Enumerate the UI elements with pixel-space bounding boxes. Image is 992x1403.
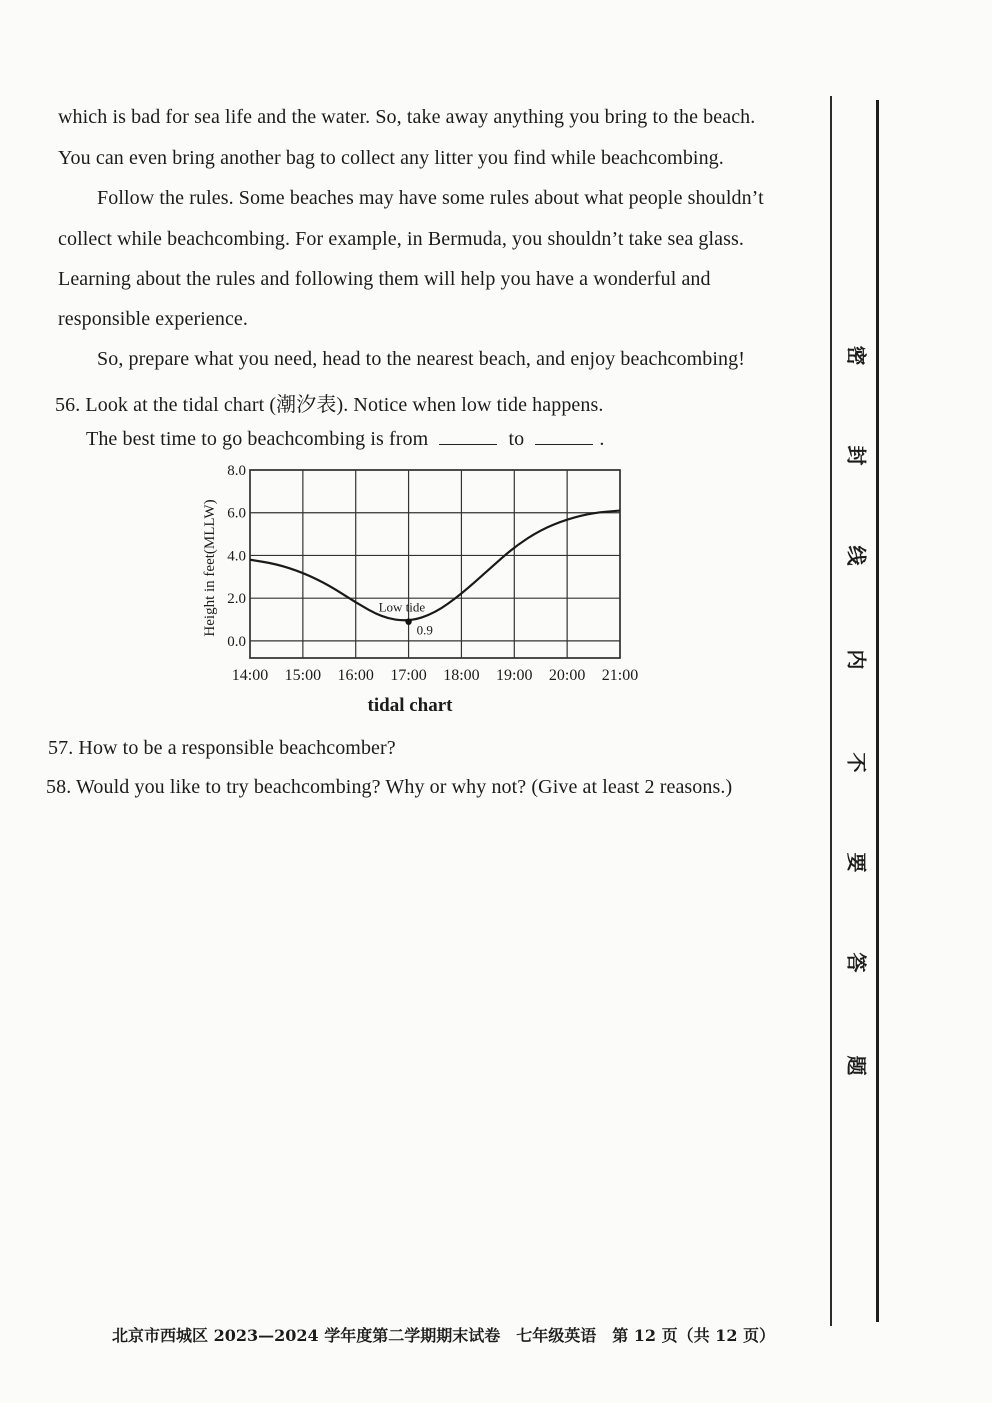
binding-char: 线	[844, 545, 869, 566]
low-tide-label: Low tide	[378, 599, 426, 615]
y-tick-label: 4.0	[227, 548, 246, 565]
question-57: 57. How to be a responsible beachcomber?	[48, 737, 396, 759]
fill-prefix: The best time to go beachcombing is from	[86, 428, 429, 450]
chart-title: tidal chart	[367, 695, 453, 716]
answer-blank-to[interactable]	[535, 428, 593, 445]
x-tick-label: 20:00	[548, 667, 586, 684]
binding-char: 封	[844, 445, 869, 466]
y-tick-label: 2.0	[227, 591, 246, 608]
chart-frame	[250, 470, 620, 658]
binding-char: 要	[844, 852, 869, 873]
binding-char: 密	[844, 345, 869, 366]
passage-line-7: So, prepare what you need, head to the nearest beach, and enjoy beachcombing!	[97, 348, 746, 370]
page-footer: 北京市西城区 2023—2024 学年度第二学期期末试卷 七年级英语 第 12 页（共 12 页）	[112, 1326, 776, 1345]
passage-line-2: You can even bring another bag to collect any litter you find while beachcombing.	[58, 147, 724, 169]
fill-mid: to	[508, 428, 525, 450]
binding-char: 题	[844, 1055, 869, 1076]
x-tick-label: 14:00	[231, 667, 269, 684]
y-tick-label: 6.0	[227, 505, 246, 522]
passage-line-6: responsible experience.	[58, 308, 248, 330]
low-tide-value: 0.9	[416, 622, 433, 638]
x-tick-label: 15:00	[284, 667, 322, 684]
tidal-chart-svg	[190, 458, 660, 723]
passage-line-3: Follow the rules. Some beaches may have some rules about what people shouldn’t	[97, 187, 764, 209]
binding-line-outer	[830, 96, 832, 1326]
question-56: 56. Look at the tidal chart (潮汐表). Notice when low tide happens.	[55, 394, 604, 416]
x-tick-label: 21:00	[601, 667, 639, 684]
low-tide-point	[405, 618, 411, 624]
y-tick-label: 0.0	[227, 633, 246, 650]
binding-char: 答	[844, 952, 869, 973]
binding-margin	[822, 96, 902, 1326]
x-tick-label: 17:00	[390, 667, 427, 684]
y-tick-label: 8.0	[227, 463, 246, 479]
binding-char: 内	[844, 649, 869, 670]
y-axis-label: Height in feet(MLLW)	[202, 499, 218, 637]
x-tick-label: 18:00	[443, 667, 480, 684]
tide-line	[250, 511, 620, 621]
binding-char: 不	[844, 752, 869, 773]
fill-end: .	[599, 428, 605, 450]
x-tick-label: 16:00	[337, 667, 374, 684]
passage-line-5: Learning about the rules and following them will help you have a wonderful and	[58, 268, 711, 290]
passage-line-4: collect while beachcombing. For example, in Bermuda, you shouldn’t take sea glass.	[58, 228, 744, 250]
tidal-chart	[190, 458, 660, 723]
question-56-fill-line	[86, 428, 604, 451]
x-tick-label: 19:00	[496, 667, 533, 684]
binding-line-inner	[876, 100, 879, 1322]
answer-blank-from[interactable]	[439, 428, 497, 445]
passage-line-1: which is bad for sea life and the water. So, take away anything you bring to the beach.	[58, 106, 756, 128]
question-58: 58. Would you like to try beachcombing? Why or why not? (Give at least 2 reasons.)	[46, 776, 733, 798]
